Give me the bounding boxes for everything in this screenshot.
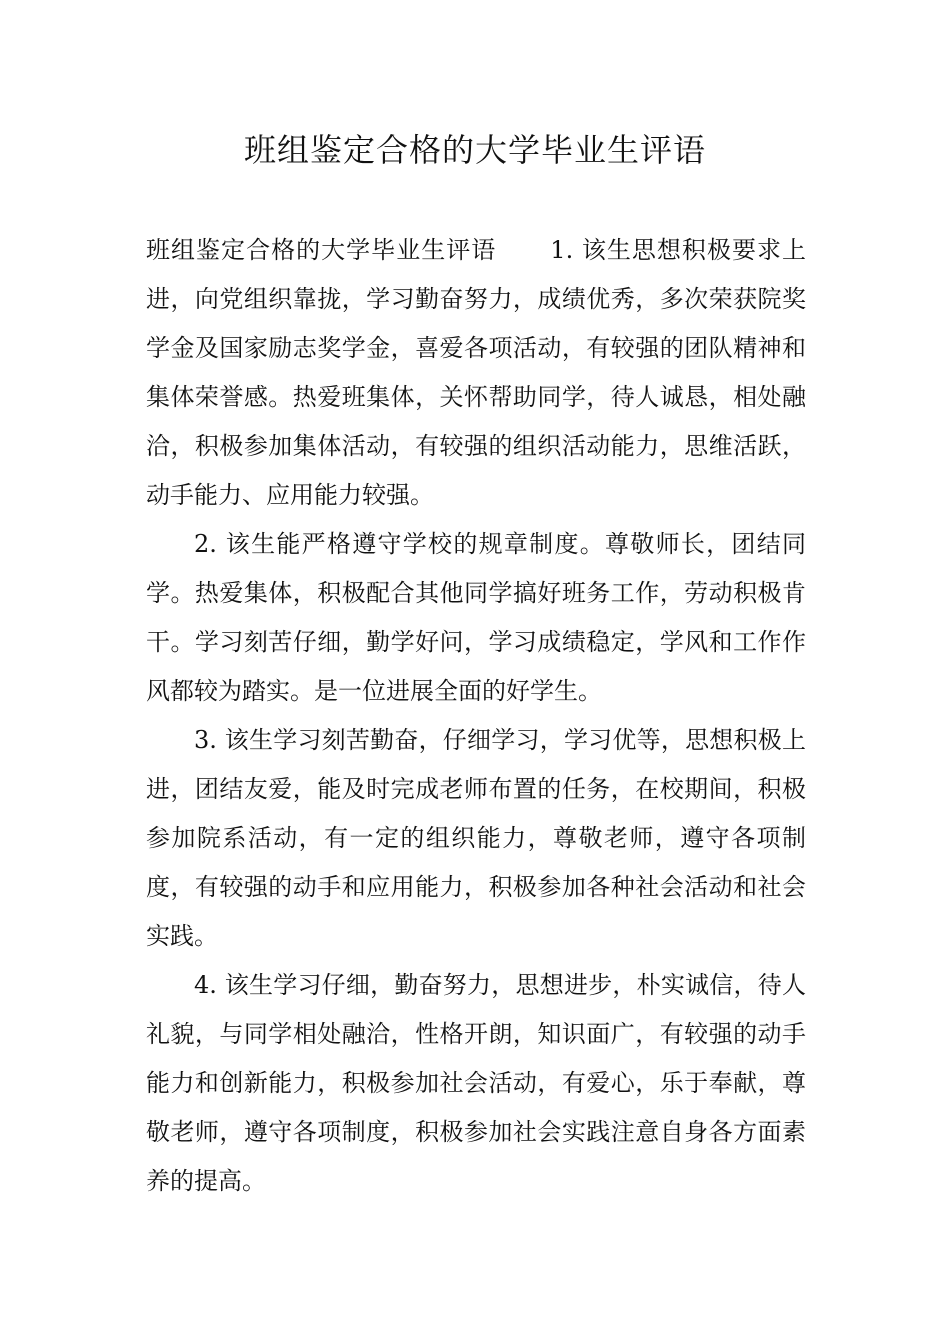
paragraph-1 — [146, 226, 806, 520]
paragraph-3: 3. 该生学习刻苦勤奋，仔细学习，学习优等，思想积极上进，团结友爱，能及时完成老师布置的任务，在校期间，积极参加院系活动，有一定的组织能力，尊敬老师，遵守各项制度，有较强的动手和应用能力，积极参加各种社会活动和社会实践。 — [146, 726, 806, 950]
document-title: 班组鉴定合格的大学毕业生评语 — [243, 131, 706, 169]
paragraph-1-text: 1. 该生思想积极要求上进，向党组织靠拢，学习勤奋努力，成绩优秀，多次荣获院奖学金及国家励志奖学金，喜爱各项活动，有较强的团队精神和集体荣誉感。热爱班集体，关怀帮助同学，待人诚恳，相处融洽，积极参加集体活动，有较强的组织活动能力，思维活跃，动手能力、应用能力较强。 — [146, 236, 807, 509]
document-body — [146, 226, 806, 1206]
paragraph-4: 4. 该生学习仔细，勤奋努力，思想进步，朴实诚信，待人礼貌，与同学相处融洽，性格开朗，知识面广，有较强的动手能力和创新能力，积极参加社会活动，有爱心，乐于奉献，尊敬老师，遵守各项制度，积极参加社会实践注意自身各方面素养的提高。 — [146, 971, 806, 1195]
paragraph-2: 2. 该生能严格遵守学校的规章制度。尊敬师长，团结同学。热爱集体，积极配合其他同学搞好班务工作，劳动积极肯干。学习刻苦仔细，勤学好问，学习成绩稳定，学风和工作作风都较为踏实。是一位进展全面的好学生。 — [146, 530, 806, 705]
intro-heading: 班组鉴定合格的大学毕业生评语 — [146, 236, 497, 264]
